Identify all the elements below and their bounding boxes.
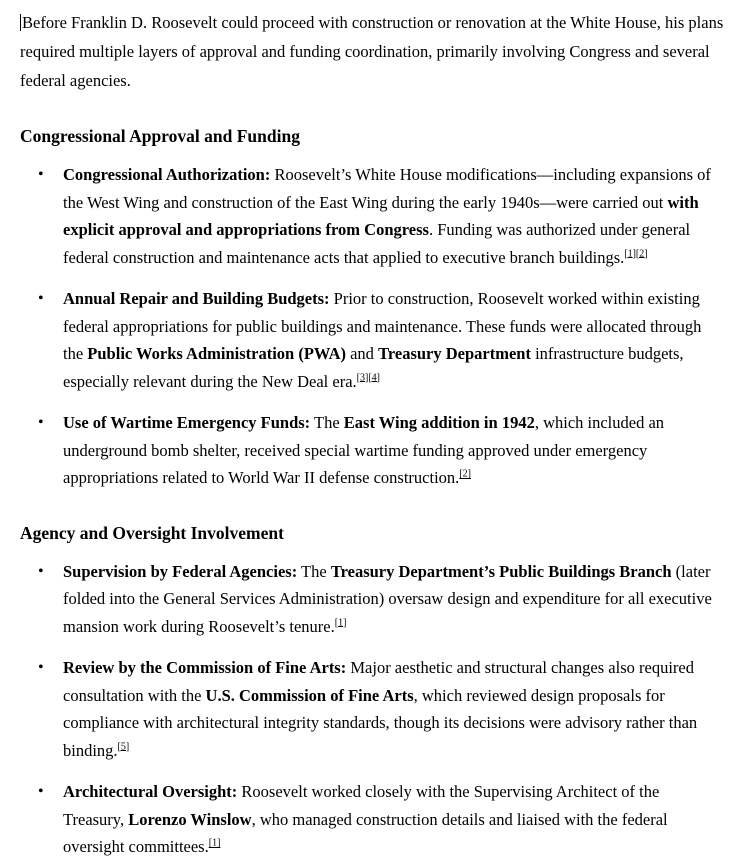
text-segment: The — [310, 413, 344, 432]
bold-text-segment: Supervision by Federal Agencies: — [63, 561, 298, 581]
citation-link[interactable]: [4] — [368, 372, 381, 383]
citation-link[interactable]: [2] — [635, 248, 648, 259]
bullet-text — [63, 562, 712, 636]
text-segment: Roosevelt’s White House modifications—including expansions of the West Wing and construction of the East Wing during the early 1940s—were carried out — [63, 165, 711, 212]
text-segment: . Funding was authorized under general federal construction and maintenance acts that applied to executive branch buildings. — [63, 220, 691, 267]
citation-link[interactable]: [2] — [459, 468, 471, 480]
list-item — [38, 285, 724, 395]
text-segment: , which reviewed design proposals for compliance with architectural integrity standards, though its decisions were advisory rather than binding. — [63, 685, 698, 760]
citation-link[interactable]: [3] — [356, 372, 369, 383]
citation-link[interactable]: [1] — [334, 617, 347, 628]
list-item — [38, 161, 724, 271]
bold-text-segment: East Wing addition in 1942 — [343, 413, 535, 432]
bullet-text — [63, 658, 697, 760]
bold-text-segment: Treasury Department — [378, 344, 531, 363]
section-heading-agency: Agency and Oversight Involvement — [20, 522, 284, 543]
list-item — [38, 409, 724, 492]
bold-text-segment: Treasury Department’s Public Buildings Branch — [330, 561, 672, 581]
text-segment: (later folded into the General Services Administration) oversaw design and expenditure for all executive mansion work during Roosevelt’s tenure. — [63, 561, 712, 636]
bold-text-segment: Congressional Authorization: — [63, 165, 271, 184]
bold-text-segment: Review by the Commission of Fine Arts: — [63, 658, 347, 677]
bullet-text — [63, 289, 701, 391]
section-heading-congressional: Congressional Approval and Funding — [20, 126, 300, 146]
bold-text-segment: Annual Repair and Building Budgets: — [63, 289, 330, 308]
list-item — [38, 558, 724, 641]
bold-text-segment: with explicit approval and appropriations from Congress — [63, 192, 699, 239]
citation-link[interactable]: [5] — [117, 741, 130, 752]
intro-paragraph — [20, 8, 724, 95]
bullet-list-congressional — [20, 161, 724, 492]
bold-text-segment: Architectural Oversight: — [63, 782, 238, 801]
bold-text-segment: Lorenzo Winslow — [128, 809, 252, 829]
citation-link[interactable]: [1] — [208, 837, 221, 849]
text-segment: infrastructure budgets, especially relevant during the New Deal era. — [63, 344, 684, 391]
list-item — [38, 778, 724, 861]
bold-text-segment: Use of Wartime Emergency Funds: — [63, 413, 311, 432]
bullet-text — [63, 165, 711, 267]
text-segment: Major aesthetic and structural changes also required consultation with the — [63, 658, 694, 705]
bullet-text — [63, 413, 664, 487]
text-segment: , which included an underground bomb shelter, received special wartime funding approved under emergency appropriations related to World War II defense construction. — [63, 413, 665, 487]
bullet-list-agency — [20, 558, 724, 861]
text-segment: Prior to construction, Roosevelt worked within existing federal appropriations for public buildings and maintenance. These funds were allocated through the — [63, 289, 702, 363]
text-segment: , who managed construction details and liaised with the federal oversight committees. — [63, 809, 668, 856]
text-segment: and — [345, 344, 379, 363]
bold-text-segment: U.S. Commission of Fine Arts — [205, 685, 414, 705]
bold-text-segment: Public Works Administration (PWA) — [87, 344, 346, 363]
text-segment: Before Franklin D. Roosevelt could proceed with construction or renovation at the White House, his plans required multiple layers of approval and funding coordination, primarily involving Congress and several federal agencies. — [20, 13, 724, 90]
bullet-text — [63, 782, 668, 856]
list-item — [38, 654, 724, 764]
text-segment: Roosevelt worked closely with the Supervising Architect of the Treasury, — [63, 782, 660, 829]
citation-link[interactable]: [1] — [624, 248, 636, 259]
text-cursor — [20, 14, 21, 31]
intro-text — [20, 13, 723, 90]
text-segment: The — [297, 561, 331, 581]
